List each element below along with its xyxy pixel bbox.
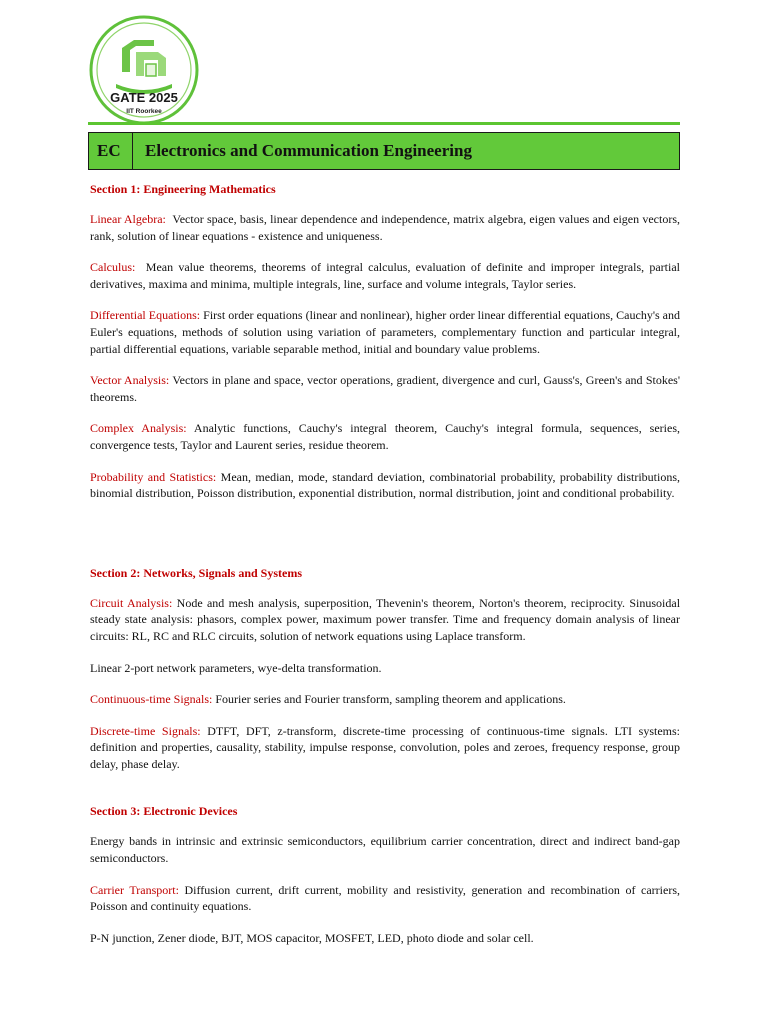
topic-text: Fourier series and Fourier transform, sampling theorem and applications. xyxy=(215,692,566,707)
topic-label: Discrete-time Signals: xyxy=(90,723,201,738)
topic-text: Diffusion current, drift current, mobility and resistivity, generation and recombination of carriers, Poisson and continuity equations. xyxy=(90,882,680,914)
section-title: Section 3: Electronic Devices xyxy=(90,804,238,819)
topic-text: Linear 2-port network parameters, wye-delta transformation. xyxy=(90,660,382,675)
topic-paragraph xyxy=(90,307,680,357)
topic-text: Energy bands in intrinsic and extrinsic semiconductors, equilibrium carrier concentration, direct and indirect band-gap semiconductors. xyxy=(90,834,680,866)
section-title: Section 2: Networks, Signals and Systems xyxy=(90,565,303,580)
logo-subtext: IIT Roorkee xyxy=(126,108,162,115)
syllabus-content xyxy=(90,182,680,946)
topic-text: Vectors in plane and space, vector operations, gradient, divergence and curl, Gauss's, Green's and Stokes' theorems. xyxy=(90,373,680,404)
topic-text: Vector space, basis, linear dependence and independence, matrix algebra, eigen values and eigen vectors, rank, solution of linear equations - existence and uniqueness. xyxy=(90,212,681,243)
topic-text: First order equations (linear and nonlinear), higher order linear differential equations, Cauchy's and Euler's equations, methods of solution using variation of parameters, complementary function and particular integral, partial differential equations, variable separable method, initial and boundary value problems. xyxy=(90,308,681,356)
green-divider xyxy=(88,122,680,125)
subject-code: EC xyxy=(89,133,133,169)
topic-paragraph xyxy=(90,723,680,773)
topic-text: Node and mesh analysis, superposition, Thevenin's theorem, Norton's theorem, reciprocity. Sinusoidal steady state analysis: phasors, complex power, maximum power transfer. Time and frequency domain analysis of linear circuits: RL, RC and RLC circuits, solution of network equations using Laplace transform. xyxy=(90,595,681,643)
logo-text: GATE 2025 xyxy=(110,90,178,105)
topic-paragraph xyxy=(90,882,680,915)
gate-2025-logo xyxy=(88,14,200,126)
topic-paragraph xyxy=(90,259,680,292)
topic-paragraph xyxy=(90,595,680,645)
topic-text: Mean value theorems, theorems of integral calculus, evaluation of definite and improper integrals, partial derivatives, maxima and minima, multiple integrals, line, surface and volume integrals, Taylor series. xyxy=(90,260,680,291)
topic-paragraph xyxy=(90,211,680,244)
topic-label: Vector Analysis: xyxy=(90,373,170,388)
topic-label: Probability and Statistics: xyxy=(90,469,217,484)
topic-text: Analytic functions, Cauchy's integral theorem, Cauchy's integral formula, sequences, series, convergence tests, Taylor and Laurent series, residue theorem. xyxy=(90,421,681,452)
topic-label: Calculus: xyxy=(90,260,136,275)
topic-label: Circuit Analysis: xyxy=(90,595,173,610)
topic-paragraph xyxy=(90,833,680,866)
topic-paragraph xyxy=(90,469,680,502)
topic-paragraph xyxy=(90,660,680,677)
subject-title: Electronics and Communication Engineering xyxy=(145,141,472,160)
subject-header xyxy=(88,132,680,170)
topic-text: Mean, median, mode, standard deviation, combinatorial probability, probability distributions, binomial distribution, Poisson distribution, exponential distribution, normal distribution, joint and conditional probability. xyxy=(90,469,681,501)
topic-paragraph xyxy=(90,420,680,453)
topic-label: Differential Equations: xyxy=(90,308,201,323)
topic-label: Linear Algebra: xyxy=(90,212,166,226)
topic-text: P-N junction, Zener diode, BJT, MOS capacitor, MOSFET, LED, photo diode and solar cell. xyxy=(90,930,534,945)
topic-paragraph xyxy=(90,930,680,947)
topic-label: Complex Analysis: xyxy=(90,421,187,436)
topic-label: Carrier Transport: xyxy=(90,882,179,897)
topic-text: DTFT, DFT, z-transform, discrete-time processing of continuous-time signals. LTI systems: definition and properties, causality, stability, impulse response, convolution, poles and zeroes, frequency response, group delay, phase delay. xyxy=(90,723,680,771)
section-title: Section 1: Engineering Mathematics xyxy=(90,182,276,196)
topic-paragraph xyxy=(90,691,680,708)
topic-label: Continuous-time Signals: xyxy=(90,692,213,707)
topic-paragraph xyxy=(90,372,680,405)
